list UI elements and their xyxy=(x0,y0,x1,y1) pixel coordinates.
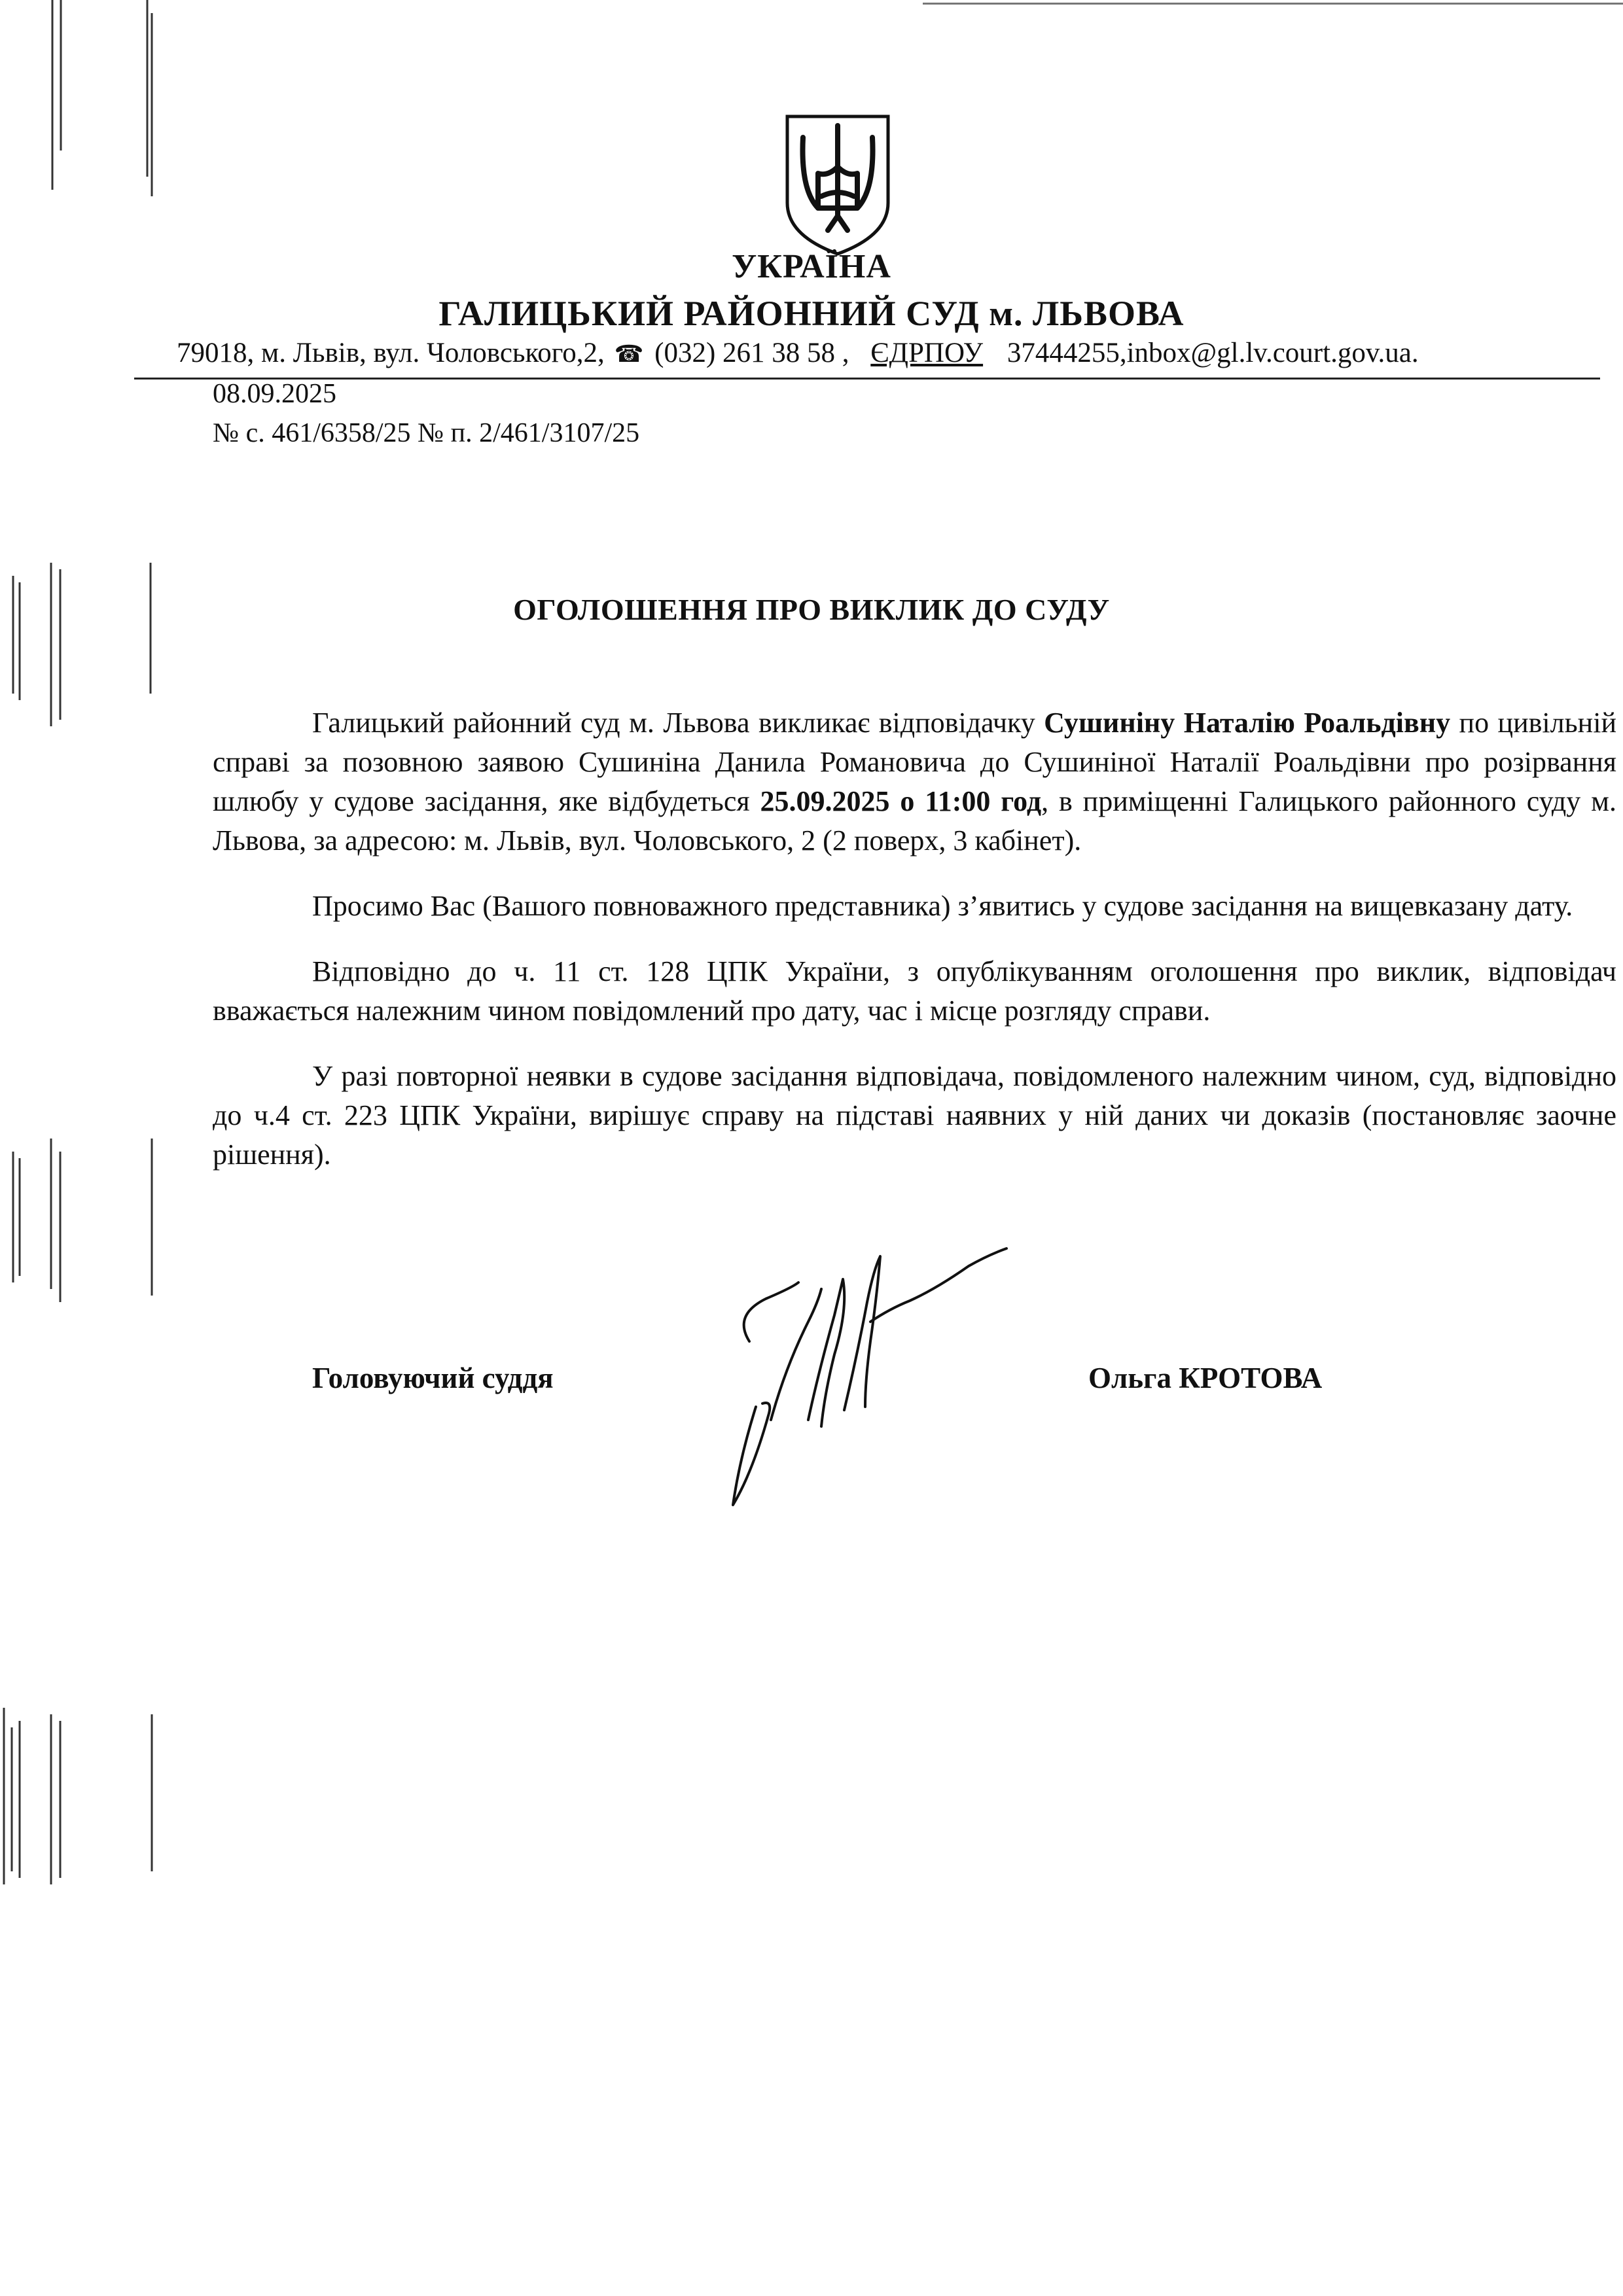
country-heading: УКРАЇНА xyxy=(732,248,891,285)
paragraph-4: У разі повторної неявки в судове засідання відповідача, повідомленого належним чином, суд, відповідно до ч.4 ст. 223 ЦПК України, вирішує справу на підставі наявних у ній даних чи доказів (постановляє заочне рішення). xyxy=(213,1060,1616,1171)
signer-name: Ольга КРОТОВА xyxy=(1088,1362,1323,1394)
edrpou-label: ЄДРПОУ xyxy=(870,338,984,368)
court-address-line xyxy=(177,337,1590,369)
hearing-datetime: 25.09.2025 о 11:00 год xyxy=(760,785,1042,817)
court-name-heading: ГАЛИЦЬКИЙ РАЙОННИЙ СУД м. ЛЬВОВА xyxy=(438,294,1185,333)
handwritten-signature xyxy=(694,1243,1034,1544)
phone-number: (032) 261 38 58 , xyxy=(654,338,849,368)
scan-top-line xyxy=(923,3,1623,5)
scan-margin-marks xyxy=(0,0,196,2296)
address-text: 79018, м. Львів, вул. Чоловського,2, xyxy=(177,338,605,368)
phone-icon: ☎ xyxy=(614,341,644,367)
signer-role: Головуючий суддя xyxy=(312,1362,554,1394)
document-body xyxy=(213,703,1616,1201)
paragraph-2: Просимо Вас (Вашого повноважного представника) з’явитись у судове засідання на вищевказану дату. xyxy=(312,890,1573,922)
paragraph-1: Галицький районний суд м. Львова викликає відповідачку Сушиніну Наталію Роальдівну по цивільній справі за позовною заявою Сушиніна Данила Романовича до Сушиніної Наталії Роальдівни про розірвання шлюбу у судове засідання, яке відбудеться 25.09.2025 о 11:00 год, в приміщенні Галицького районного суду м. Львова, за адресою: м. Львів, вул. Чоловського, 2 (2 поверх, 3 кабінет). xyxy=(213,707,1616,857)
paragraph-3: Відповідно до ч. 11 ст. 128 ЦПК України, з опублікуванням оголошення про виклик, відповідач вважається належним чином повідомлений про дату, час і місце розгляду справи. xyxy=(213,955,1616,1027)
document-title: ОГОЛОШЕННЯ ПРО ВИКЛИК ДО СУДУ xyxy=(513,593,1110,626)
header-divider xyxy=(134,378,1600,380)
case-numbers: № с. 461/6358/25 № п. 2/461/3107/25 xyxy=(213,418,640,448)
document-date: 08.09.2025 xyxy=(213,379,336,409)
coat-of-arms-trident-icon xyxy=(782,111,893,258)
edrpou-email: 37444255,inbox@gl.lv.court.gov.ua. xyxy=(1007,338,1419,368)
defendant-name: Сушиніну Наталію Роальдівну xyxy=(1044,707,1451,739)
